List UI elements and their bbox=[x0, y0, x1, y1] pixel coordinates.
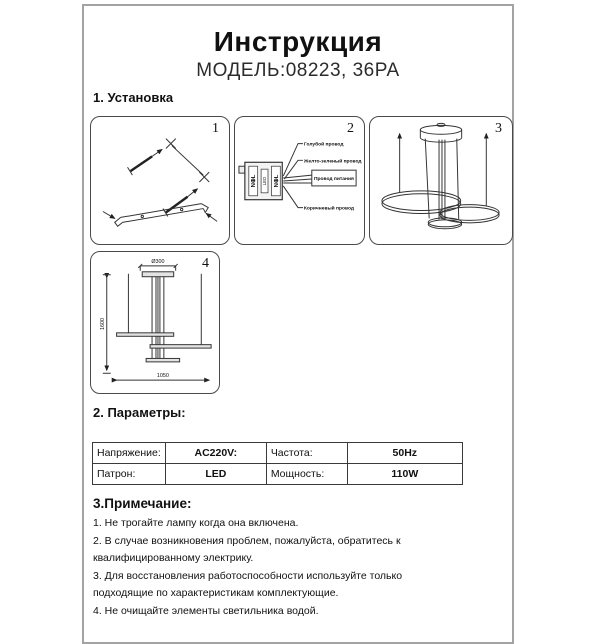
param-label-socket: Патрон: bbox=[93, 464, 166, 485]
wire-label-blue: Голубой провод bbox=[303, 142, 344, 148]
table-row bbox=[93, 443, 463, 464]
wire-label-brown: Коричневый провод bbox=[303, 206, 355, 212]
section-heading-installation: 1. Установка bbox=[93, 90, 174, 105]
note-item: 2. В случае возникновения проблем, пожалуйста, обратитесь к квалифицированному электрику. bbox=[93, 534, 401, 564]
param-value-frequency: 50Hz bbox=[347, 443, 462, 464]
diagram-step4-box bbox=[90, 251, 220, 394]
note-item: 1. Не трогайте лампу когда она включена. bbox=[93, 517, 299, 529]
dimension-height: 1600 bbox=[99, 317, 106, 330]
section-heading-parameters: 2. Параметры: bbox=[93, 405, 186, 420]
terminal-left-label: N⊕L bbox=[251, 174, 258, 188]
wire-label-power: Провод питания bbox=[314, 177, 354, 183]
diagram-step3-box bbox=[369, 116, 513, 245]
pendant-rings-diagram bbox=[370, 117, 512, 244]
parameters-table bbox=[92, 442, 463, 485]
diagram-step2-box bbox=[234, 116, 365, 245]
param-value-voltage: AC220V: bbox=[165, 443, 266, 464]
terminal-right-label: N⊕L bbox=[273, 174, 280, 188]
note-item: 4. Не очищайте элементы светильника водой. bbox=[93, 604, 319, 617]
param-label-power: Мощность: bbox=[266, 464, 347, 485]
dimension-canopy-diameter: Ø300 bbox=[151, 258, 165, 265]
instruction-page bbox=[82, 4, 514, 644]
page-title: Инструкция bbox=[213, 26, 383, 57]
wire-label-yellow-green: Желто-зеленый провод bbox=[303, 159, 362, 165]
mounting-bracket-diagram bbox=[91, 117, 229, 244]
diagram-step1-box bbox=[90, 116, 230, 245]
terminal-mid-label: LED bbox=[262, 176, 268, 186]
wiring-terminal-diagram bbox=[235, 117, 364, 244]
note-item: 3. Для восстановления работоспособности используйте только подходящие по характеристикам комплектующие. bbox=[93, 569, 403, 599]
step-number: 3 bbox=[495, 121, 502, 136]
step-number: 4 bbox=[202, 256, 209, 271]
param-value-socket: LED bbox=[165, 464, 266, 485]
section-heading-notes: 3.Примечание: bbox=[93, 496, 192, 511]
dimension-width: 1050 bbox=[156, 373, 169, 380]
param-value-power: 110W bbox=[347, 464, 462, 485]
model-number: МОДЕЛЬ:08223, 36PA bbox=[196, 60, 400, 81]
step-number: 2 bbox=[347, 121, 354, 136]
step-number: 1 bbox=[212, 121, 219, 136]
notes-list bbox=[93, 515, 439, 620]
param-label-frequency: Частота: bbox=[266, 443, 347, 464]
table-row bbox=[93, 464, 463, 485]
dimensions-diagram bbox=[91, 252, 219, 393]
param-label-voltage: Напряжение: bbox=[93, 443, 166, 464]
